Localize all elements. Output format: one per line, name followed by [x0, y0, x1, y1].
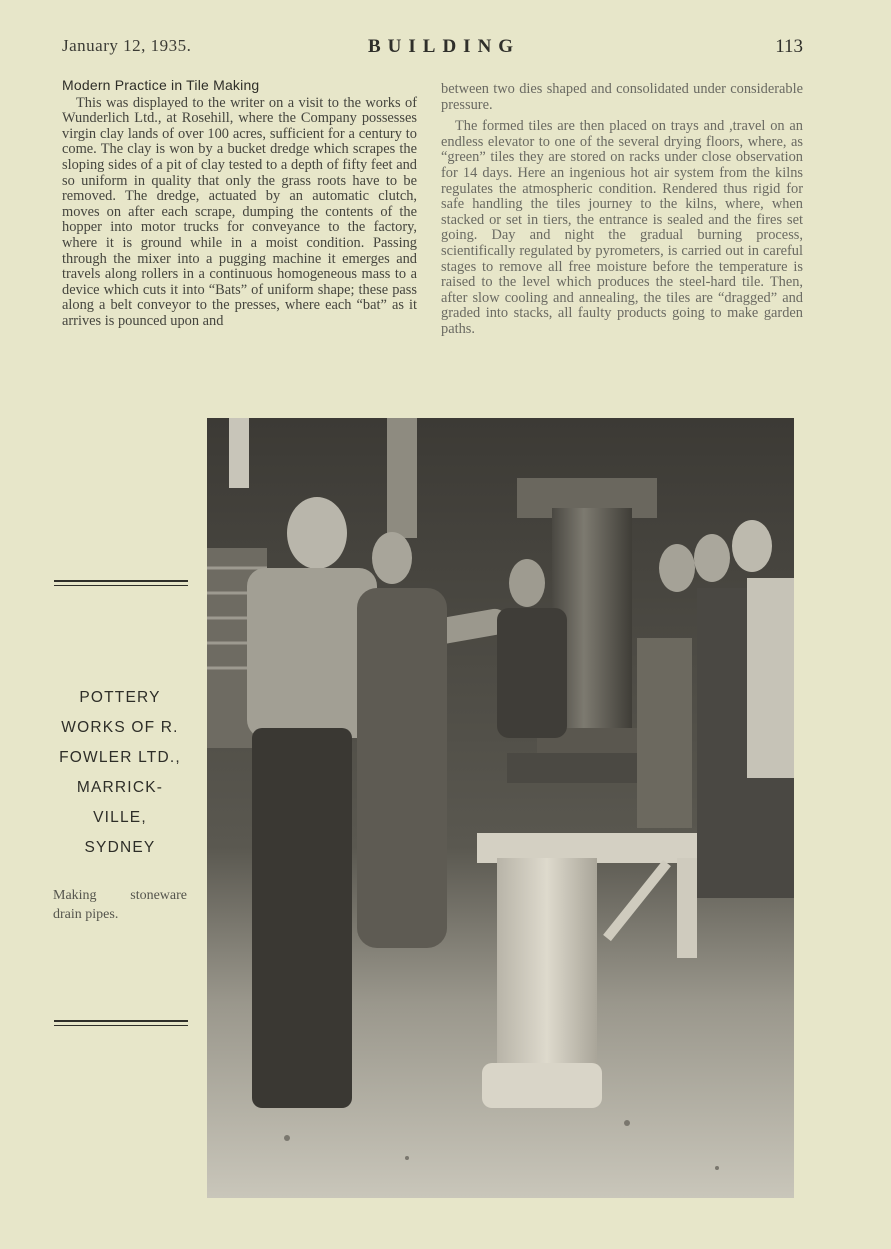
article-right-column: [441, 82, 803, 344]
article-paragraph: between two dies shaped and consolidated under considerable pressure.: [441, 81, 803, 113]
caption-title-line: POTTERY: [79, 689, 161, 706]
caption-title-line: FOWLER LTD.,: [59, 749, 181, 766]
article-paragraph: The formed tiles are then placed on trays and ,travel on an endless elevator to one of the several drying floors, where, as “green” tiles they are stored on racks under close observation for 14 days. Here an ingenious hot air system from the kilns regulates the atmospheric condition. Rendered thus rigid for safe handling the tiles journey to the kilns, where, when stacked or set in tiers, the entrance is sealed and the fires set going. Day and night the gradual burning process, scientifically regulated by pyrometers, is carried out in careful stages to remove all free moisture before the temperature is raised to the level which produces the steel-hard tile. Then, after slow cooling and annealing, the tiles are “dragged” and graded into stacks, all faulty products going to make garden paths.: [441, 118, 803, 337]
caption-divider-top: [54, 580, 188, 586]
caption-title-line: SYDNEY: [84, 839, 156, 856]
caption-title-line: WORKS OF R.: [61, 719, 179, 736]
article-left-column: [62, 78, 417, 336]
caption-title-line: VILLE,: [93, 809, 147, 826]
journal-title: BUILDING: [368, 36, 521, 57]
article-paragraph: This was displayed to the writer on a visit to the works of Wunderlich Ltd., at Rosehill, where the Company possesses virgin clay lands of over 100 acres, sufficient for a century to come. The clay is won by a bucket dredge which scrapes the sloping sides of a pit of clay tested to a depth of fifty feet and so uniform in quality that only the grass roots have to be removed. The dredge, actuated by an automatic clutch, moves on after each scrape, dumping the contents of the hopper into motor trucks for conveyance to the factory, where it is ground while in a moist condition. Passing through the mixer into a pugging machine it emerges and travels along rollers in a continuous homogeneous mass to a device which cuts it into “Bats” of uniform shape; these pass along a belt conveyor to the presses, where each “bat” as it arrives is pounced upon and: [62, 94, 417, 329]
caption-divider-bottom: [54, 1020, 188, 1026]
issue-date: January 12, 1935.: [62, 36, 192, 55]
photo-caption-title: [46, 683, 194, 863]
page-number: 113: [775, 36, 803, 57]
caption-title-line: MARRICK-: [76, 779, 164, 796]
photo-caption-text: Making stoneware drain pipes.: [53, 888, 187, 922]
factory-photograph: [207, 418, 794, 1198]
photo-illustration: [207, 418, 794, 1198]
article-heading: Modern Practice in Tile Making: [62, 77, 260, 93]
